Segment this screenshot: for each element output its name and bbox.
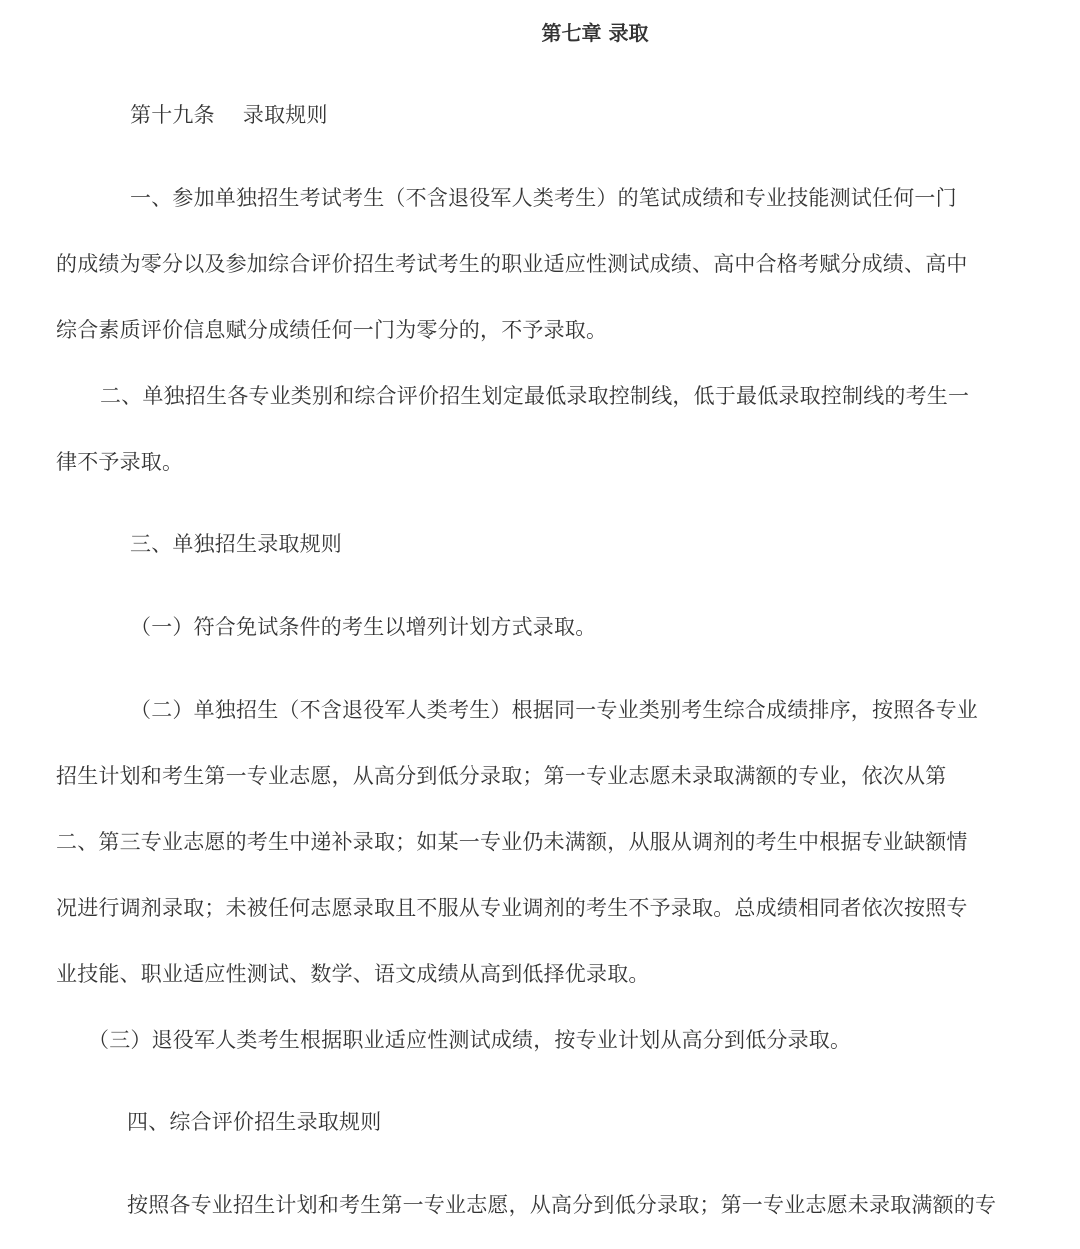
paragraph-line: 律不予录取。 bbox=[56, 450, 184, 474]
paragraph-line: 综合素质评价信息赋分成绩任何一门为零分的，不予录取。 bbox=[56, 318, 608, 342]
paragraph-line: 按照各专业招生计划和考生第一专业志愿，从高分到低分录取；第一专业志愿未录取满额的专 bbox=[127, 1193, 997, 1217]
paragraph-line: （三）退役军人类考生根据职业适应性测试成绩，按专业计划从高分到低分录取。 bbox=[88, 1028, 852, 1052]
section-heading: 四、综合评价招生录取规则 bbox=[127, 1110, 382, 1134]
paragraph-line: 二、单独招生各专业类别和综合评价招生划定最低录取控制线，低于最低录取控制线的考生一 bbox=[100, 384, 970, 408]
section-heading: 三、单独招生录取规则 bbox=[130, 532, 342, 556]
paragraph-line: 招生计划和考生第一专业志愿，从高分到低分录取；第一专业志愿未录取满额的专业，依次从第 bbox=[56, 764, 947, 788]
paragraph-line: 况进行调剂录取；未被任何志愿录取且不服从专业调剂的考生不予录取。总成绩相同者依次按照专 bbox=[56, 896, 968, 920]
paragraph-line: 二、第三专业志愿的考生中递补录取；如某一专业仍未满额，从服从调剂的考生中根据专业缺额情 bbox=[56, 830, 968, 854]
paragraph-line: 的成绩为零分以及参加综合评价招生考试考生的职业适应性测试成绩、高中合格考赋分成绩、高中 bbox=[56, 252, 968, 276]
paragraph-line: 业技能、职业适应性测试、数学、语文成绩从高到低择优录取。 bbox=[56, 962, 650, 986]
article-heading: 第十九条 录取规则 bbox=[130, 103, 328, 127]
chapter-title: 第七章 录取 bbox=[541, 21, 649, 45]
paragraph-line: （二）单独招生（不含退役军人类考生）根据同一专业类别考生综合成绩排序，按照各专业 bbox=[130, 698, 978, 722]
paragraph-line: 一、参加单独招生考试考生（不含退役军人类考生）的笔试成绩和专业技能测试任何一门 bbox=[130, 186, 957, 210]
paragraph-line: （一）符合免试条件的考生以增列计划方式录取。 bbox=[130, 615, 597, 639]
